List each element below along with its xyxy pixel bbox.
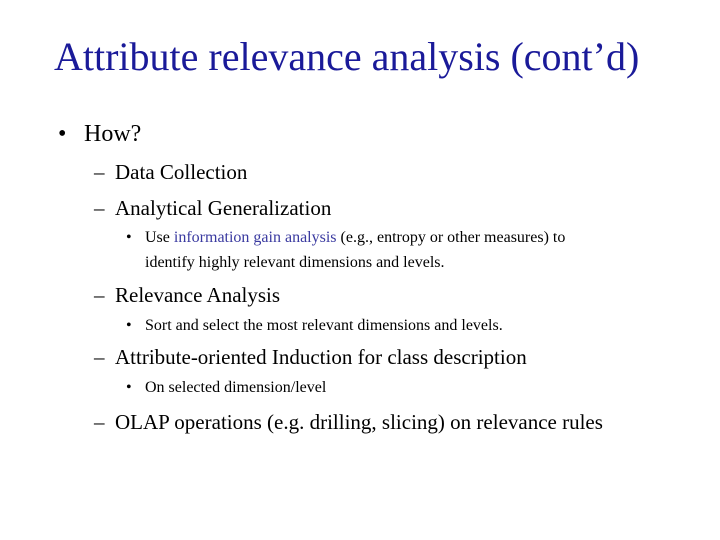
dash-icon: – (94, 196, 105, 220)
slide-title: Attribute relevance analysis (cont’d) (54, 34, 640, 79)
bullet-icon: • (126, 379, 132, 396)
sub-suffix: (e.g., entropy or other measures) to (336, 229, 566, 246)
sub-relevance-text: Sort and select the most relevant dimensions and levels. (145, 317, 503, 334)
highlight-term: information gain analysis (173, 229, 337, 246)
item-attribute-induction (94, 344, 527, 370)
dash-icon: – (94, 283, 105, 307)
item-text: Data Collection (115, 160, 248, 184)
item-relevance-analysis (94, 282, 280, 308)
item-analytical-generalization (94, 195, 331, 221)
item-text: Analytical Generalization (115, 196, 332, 220)
item-olap-operations (94, 409, 603, 435)
dash-icon: – (94, 345, 105, 369)
bullet-icon: • (126, 229, 132, 246)
item-text: Attribute-oriented Induction for class description (115, 345, 527, 369)
item-text: OLAP operations (e.g. drilling, slicing) on relevance rules (115, 410, 603, 434)
sub-induction (126, 376, 326, 400)
item-text: Relevance Analysis (115, 283, 281, 307)
bullet-icon: • (58, 121, 67, 147)
sub-prefix: Use (145, 229, 174, 246)
item-data-collection (94, 159, 247, 185)
bullet-how (58, 120, 141, 148)
bullet-icon: • (126, 317, 132, 334)
sub-generalization-line2: identify highly relevant dimensions and levels. (145, 254, 445, 271)
bullet-how-text: How? (84, 121, 142, 147)
dash-icon: – (94, 410, 105, 434)
sub-generalization-line1 (126, 226, 565, 250)
sub-relevance (126, 314, 503, 338)
dash-icon: – (94, 160, 105, 184)
sub-induction-text: On selected dimension/level (145, 379, 327, 396)
